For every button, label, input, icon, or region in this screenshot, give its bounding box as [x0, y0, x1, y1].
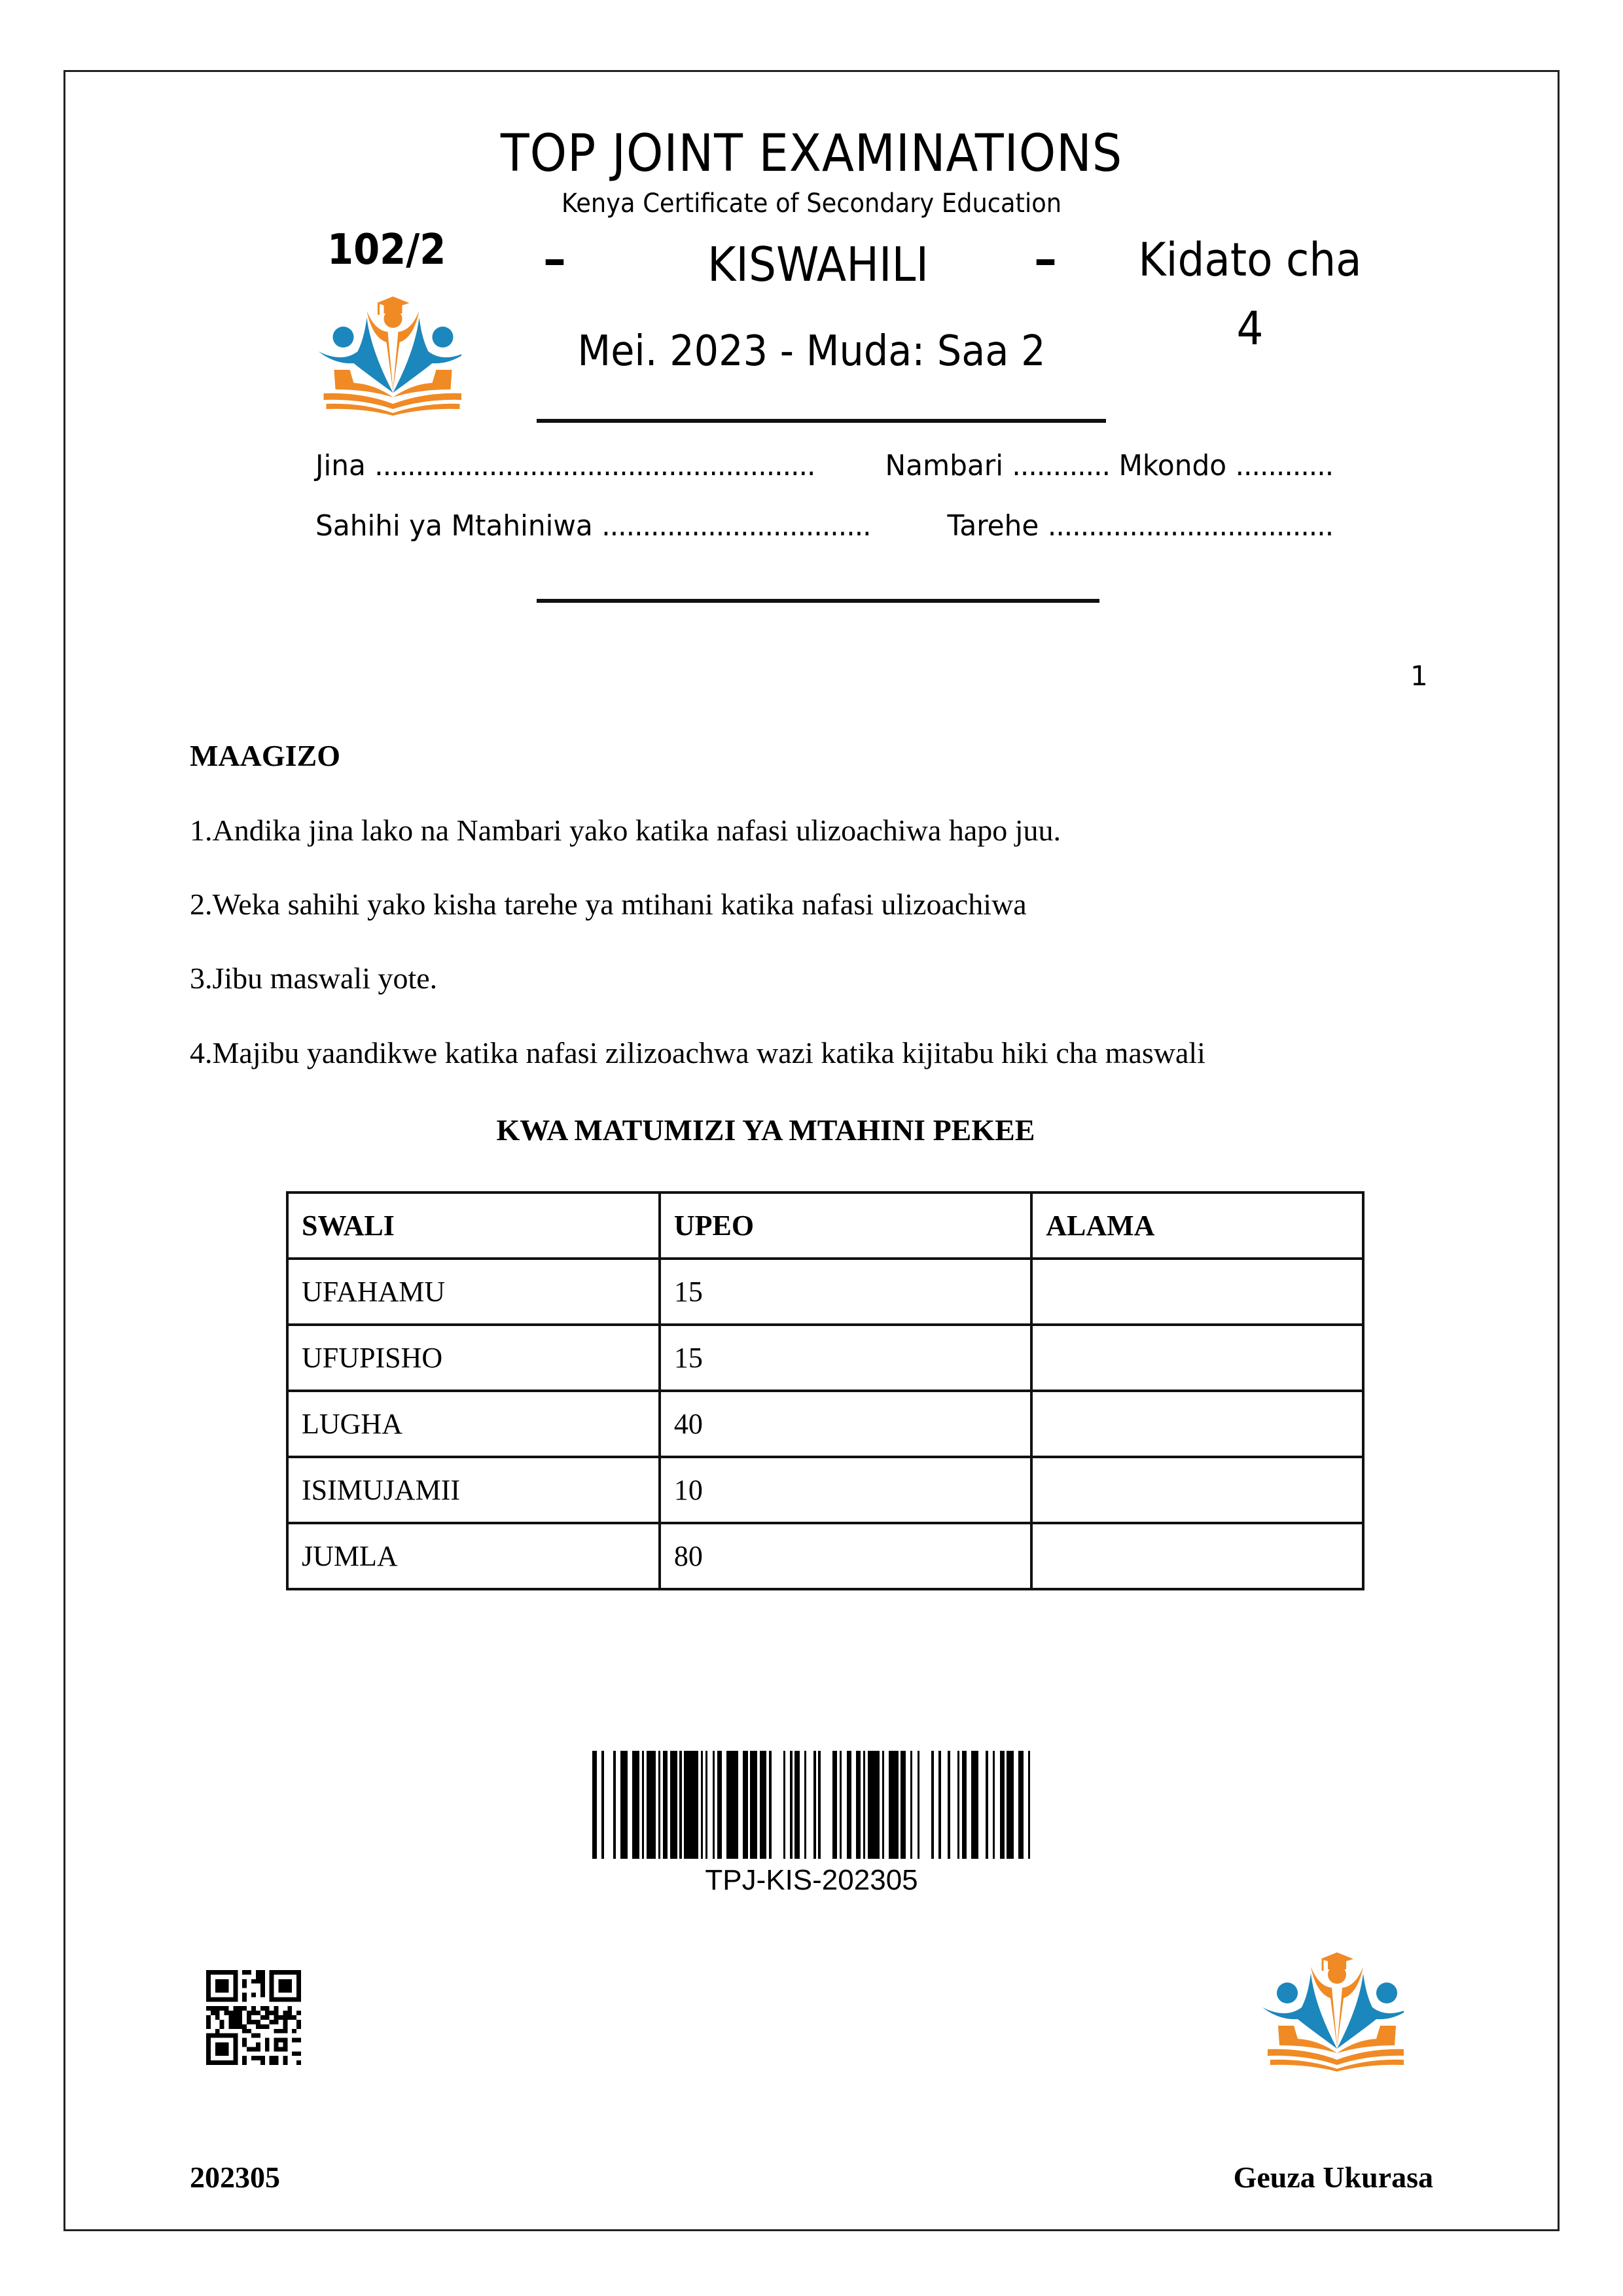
candidate-fields-row-2 [315, 509, 1333, 543]
column-header-upeo: UPEO [660, 1193, 1031, 1259]
max-score-cell: 15 [660, 1325, 1031, 1391]
separator-dash: – [1034, 232, 1057, 286]
candidate-fields-row-1 [315, 449, 1333, 482]
page-border [63, 70, 1560, 2231]
form-label: Kidato cha [1138, 233, 1362, 287]
score-cell[interactable] [1031, 1523, 1363, 1589]
stream-field[interactable]: Mkondo ............ [1118, 449, 1334, 482]
turn-page-note: Geuza Ukurasa [1233, 2161, 1433, 2194]
table-row-total [287, 1523, 1363, 1589]
table-row [287, 1325, 1363, 1391]
examiner-table-heading: KWA MATUMIZI YA MTAHINI PEKEE [496, 1113, 1035, 1147]
max-score-cell: 40 [660, 1391, 1031, 1457]
header-divider [537, 419, 1106, 423]
separator-dash: – [543, 232, 566, 286]
question-cell: JUMLA [287, 1523, 660, 1589]
education-logo-icon [1260, 1947, 1404, 2072]
table-row [287, 1259, 1363, 1325]
signature-field[interactable]: Sahihi ya Mtahiniwa ................................. [315, 509, 871, 543]
column-header-swali: SWALI [287, 1193, 660, 1259]
index-number-field[interactable]: Nambari ............ Mkondo ............ [885, 449, 1334, 482]
instruction-item: 1.Andika jina lako na Nambari yako katika nafasi ulizoachiwa hapo juu. [190, 814, 1061, 847]
instruction-item: 2.Weka sahihi yako kisha tarehe ya mtihani katika nafasi ulizoachiwa [190, 888, 1027, 921]
score-cell[interactable] [1031, 1457, 1363, 1523]
question-cell: ISIMUJAMII [287, 1457, 660, 1523]
name-field[interactable]: Jina ...................................................... [315, 449, 815, 482]
form-level [1124, 226, 1376, 363]
exam-subtitle: Kenya Certificate of Secondary Education [561, 188, 1062, 219]
question-cell: UFUPISHO [287, 1325, 660, 1391]
score-cell[interactable] [1031, 1325, 1363, 1391]
score-cell[interactable] [1031, 1391, 1363, 1457]
barcode-icon [592, 1751, 1031, 1859]
date-field[interactable]: Tarehe ................................... [947, 509, 1334, 543]
instruction-item: 4.Majibu yaandikwe katika nafasi zilizoachwa wazi katika kijitabu hiki cha maswali [190, 1036, 1205, 1069]
examiner-marks-table [286, 1191, 1364, 1590]
instructions-heading: MAAGIZO [190, 739, 340, 772]
education-logo-icon [314, 291, 461, 416]
barcode-label: TPJ-KIS-202305 [705, 1864, 918, 1896]
qr-code-icon [206, 1970, 301, 2065]
max-score-cell: 15 [660, 1259, 1031, 1325]
subject-name: KISWAHILI [707, 237, 929, 292]
fields-divider [537, 599, 1099, 603]
table-row [287, 1457, 1363, 1523]
form-number: 4 [1236, 302, 1264, 355]
max-score-cell: 80 [660, 1523, 1031, 1589]
footer-exam-code: 202305 [190, 2161, 280, 2194]
column-header-alama: ALAMA [1031, 1193, 1363, 1259]
exam-date-duration: Mei. 2023 - Muda: Saa 2 [577, 327, 1046, 376]
page-number: 1 [1410, 660, 1428, 692]
exam-title: TOP JOINT EXAMINATIONS [500, 124, 1123, 183]
score-cell[interactable] [1031, 1259, 1363, 1325]
question-cell: UFAHAMU [287, 1259, 660, 1325]
table-header-row [287, 1193, 1363, 1259]
instruction-item: 3.Jibu maswali yote. [190, 961, 438, 995]
paper-code: 102/2 [327, 226, 446, 274]
question-cell: LUGHA [287, 1391, 660, 1457]
max-score-cell: 10 [660, 1457, 1031, 1523]
table-row [287, 1391, 1363, 1457]
